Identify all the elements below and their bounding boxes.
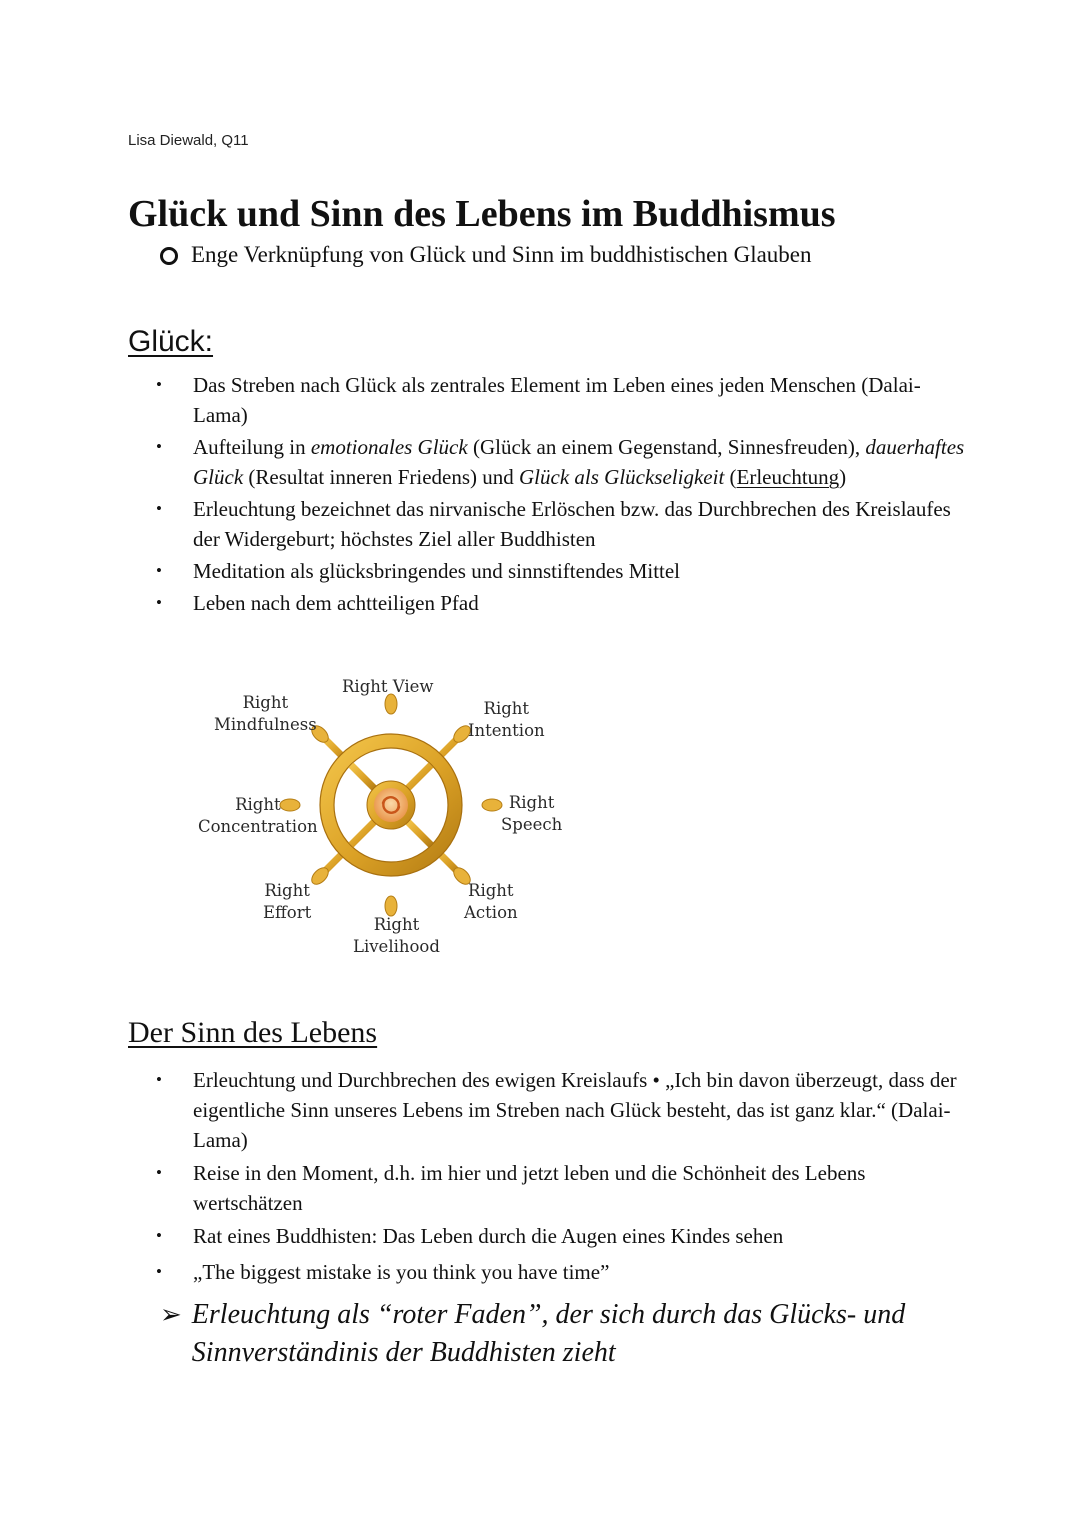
list-item: • „The biggest mistake is you think you have time” <box>150 1257 970 1287</box>
label-right-action: Right Action <box>464 881 518 922</box>
list-item: • Reise in den Moment, d.h. im hier und jetzt leben und die Schönheit des Lebens wertschätzen <box>150 1158 970 1218</box>
italic-term: emotionales Glück <box>310 435 468 459</box>
list-item: • Erleuchtung bezeichnet das nirvanische Erlöschen bzw. das Durchbrechen des Kreislaufes der Widergeburt; höchstes Ziel aller Buddhisten <box>150 494 970 554</box>
subtitle-line <box>160 240 812 270</box>
underlined-term: Erleuchtung <box>736 465 840 489</box>
list-item: • Meditation als glücksbringendes und sinnstiftendes Mittel <box>150 556 970 586</box>
italic-term: dauerhaftes Glück <box>193 435 965 489</box>
circle-bullet-icon <box>160 247 178 265</box>
heading-sinn-des-lebens: Der Sinn des Lebens <box>128 1016 378 1049</box>
label-right-effort: Right Effort <box>263 881 312 922</box>
list-item: • Erleuchtung und Durchbrechen des ewigen Kreislaufs • „Ich bin davon überzeugt, dass der eigentliche Sinn unseres Lebens im Streben nach Glück besteht, das ist ganz klar.“ (Dalai-Lama) <box>150 1065 970 1155</box>
label-right-intention: Right Intention <box>468 699 545 740</box>
label-right-speech: Right Speech <box>501 793 563 834</box>
conclusion-text: Erleuchtung als “roter Faden”, der sich durch das Glücks- und Sinnverständinis der Buddhisten zieht <box>191 1299 906 1368</box>
label-right-mindfulness: Right Mindfulness <box>214 693 317 734</box>
item-text: (Glück an einem Gegenstand, Sinnesfreuden), <box>467 435 866 459</box>
author-line: Lisa Diewald, Q11 <box>128 132 249 149</box>
list-item <box>150 432 970 492</box>
label-right-livelihood: Right Livelihood <box>353 915 440 956</box>
item-text: ( <box>724 465 737 489</box>
eightfold-path-wheel-figure <box>196 672 566 962</box>
label-right-concentration: Right Concentration <box>198 795 318 836</box>
list-item: • Das Streben nach Glück als zentrales Element im Leben eines jeden Menschen (Dalai-Lama) <box>150 370 970 430</box>
list-item: • Leben nach dem achtteiligen Pfad <box>150 588 970 618</box>
conclusion-line <box>160 1296 960 1372</box>
page-title: Glück und Sinn des Lebens im Buddhismus <box>128 193 836 235</box>
heading-glueck: Glück: <box>128 325 214 358</box>
item-text: (Resultat inneren Friedens) und <box>243 465 520 489</box>
sinn-list <box>150 1065 970 1290</box>
item-text: Aufteilung in <box>193 435 311 459</box>
item-text: ) <box>839 465 847 489</box>
arrow-bullet-icon: ➢ <box>160 1300 182 1329</box>
italic-term: Glück als Glückseligkeit <box>519 465 725 489</box>
glueck-list <box>150 370 970 620</box>
subtitle-text: Enge Verknüpfung von Glück und Sinn im buddhistischen Glauben <box>191 242 812 267</box>
label-right-view: Right View <box>342 677 434 696</box>
list-item: • Rat eines Buddhisten: Das Leben durch die Augen eines Kindes sehen <box>150 1221 970 1251</box>
